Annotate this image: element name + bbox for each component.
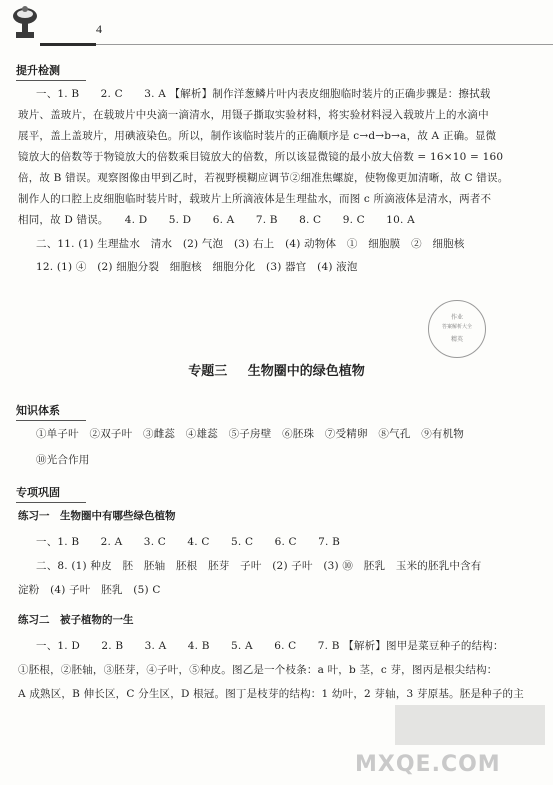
exercise-title: 练习二 被子植物的一生 [18,614,134,626]
exercise-line: 一、1. D 2. B 3. A 4. B 5. A 6. C 7. B 【解析】图甲是菜豆种子的结构： [36,640,504,652]
trophy-icon [8,4,42,44]
stamp-line: 作业 [450,314,463,321]
answer-line: 制作人的口腔上皮细胞临时装片时，载玻片上所滴液体是生理盐水，而图 c 所滴液体是清水，两者不 [18,193,492,205]
answer-line: 二、11. (1) 生理盐水 清水 (2) 气泡 (3) 右上 (4) 动物体 ① 细胞膜 ② 细胞核 [36,238,465,250]
page-number: 4 [96,22,102,36]
exercise-line: 二、8. (1) 种皮 胚 胚轴 胚根 胚芽 子叶 (2) 子叶 (3) ⑩ 胚乳 玉米的胚乳中含有 [36,560,482,572]
chapter-prefix: 专题三 [188,364,228,379]
exercise-line: 淀粉 (4) 子叶 胚乳 (5) C [18,584,161,596]
answer-line: 12. (1) ④ (2) 细胞分裂 细胞核 细胞分化 (3) 器官 (4) 液泡 [36,261,358,273]
answer-stamp [428,300,486,358]
answer-line: 展平，盖上盖玻片，用碘液染色。所以，制作该临时装片的正确顺序是 c→d→b→a，故 A 正确。显微 [18,130,497,142]
exercise-title: 练习一 生物圈中有哪些绿色植物 [18,510,176,522]
exercise-line: A 成熟区，B 伸长区，C 分生区，D 根冠。图丁是枝芽的结构：1 幼叶，2 芽轴，3 芽原基。胚是种子的主 [18,688,524,700]
answer-line: 镜放大的倍数等于物镜放大的倍数乘目镜放大的倍数，所以该显微镜的最小放大倍数 = 16×10 = 160 [18,151,504,163]
chapter-title [0,360,553,379]
section-title-zhuanxiang: 专项巩固 [16,486,60,499]
knowledge-line: ⑩光合作用 [36,454,90,466]
chapter-name: 生物圈中的绿色植物 [247,364,365,379]
watermark-overlay [395,705,545,745]
section-title-zhishi: 知识体系 [16,404,60,417]
header-rule-thick [40,43,96,46]
answer-line: 倍，故 B 错误。观察图像由甲到乙时，若视野模糊应调节②细准焦螺旋，使物像更加清晰，故 C 错误。 [18,172,509,184]
section-title-tisheng: 提升检测 [16,64,60,77]
answer-line: 一、1. B 2. C 3. A 【解析】制作洋葱鳞片叶内表皮细胞临时装片的正确步骤是：擦拭载 [36,88,491,100]
header-rule-thin [96,44,553,45]
knowledge-line: ①单子叶 ②双子叶 ③雌蕊 ④雄蕊 ⑤子房壁 ⑥胚珠 ⑦受精卵 ⑧气孔 ⑨有机物 [36,428,464,440]
watermark: MXQE.COM [355,752,501,777]
stamp-line: 精英 [450,336,463,343]
answer-line: 相同，故 D 错误。 4. D 5. D 6. A 7. B 8. C 9. C 10. A [18,214,415,226]
page-header [0,0,553,48]
stamp-line: 答案解析大全 [441,324,472,330]
answer-line: 玻片、盖玻片，在载玻片中央滴一滴清水，用镊子撕取实验材料，将实验材料浸入载玻片上的水滴中 [18,109,489,121]
exercise-line: 一、1. B 2. A 3. C 4. C 5. C 6. C 7. B [36,536,341,548]
exercise-line: ①胚根，②胚轴，③胚芽，④子叶，⑤种皮。图乙是一个枝条：a 叶，b 茎，c 芽，图丙是根尖结构： [18,664,498,676]
